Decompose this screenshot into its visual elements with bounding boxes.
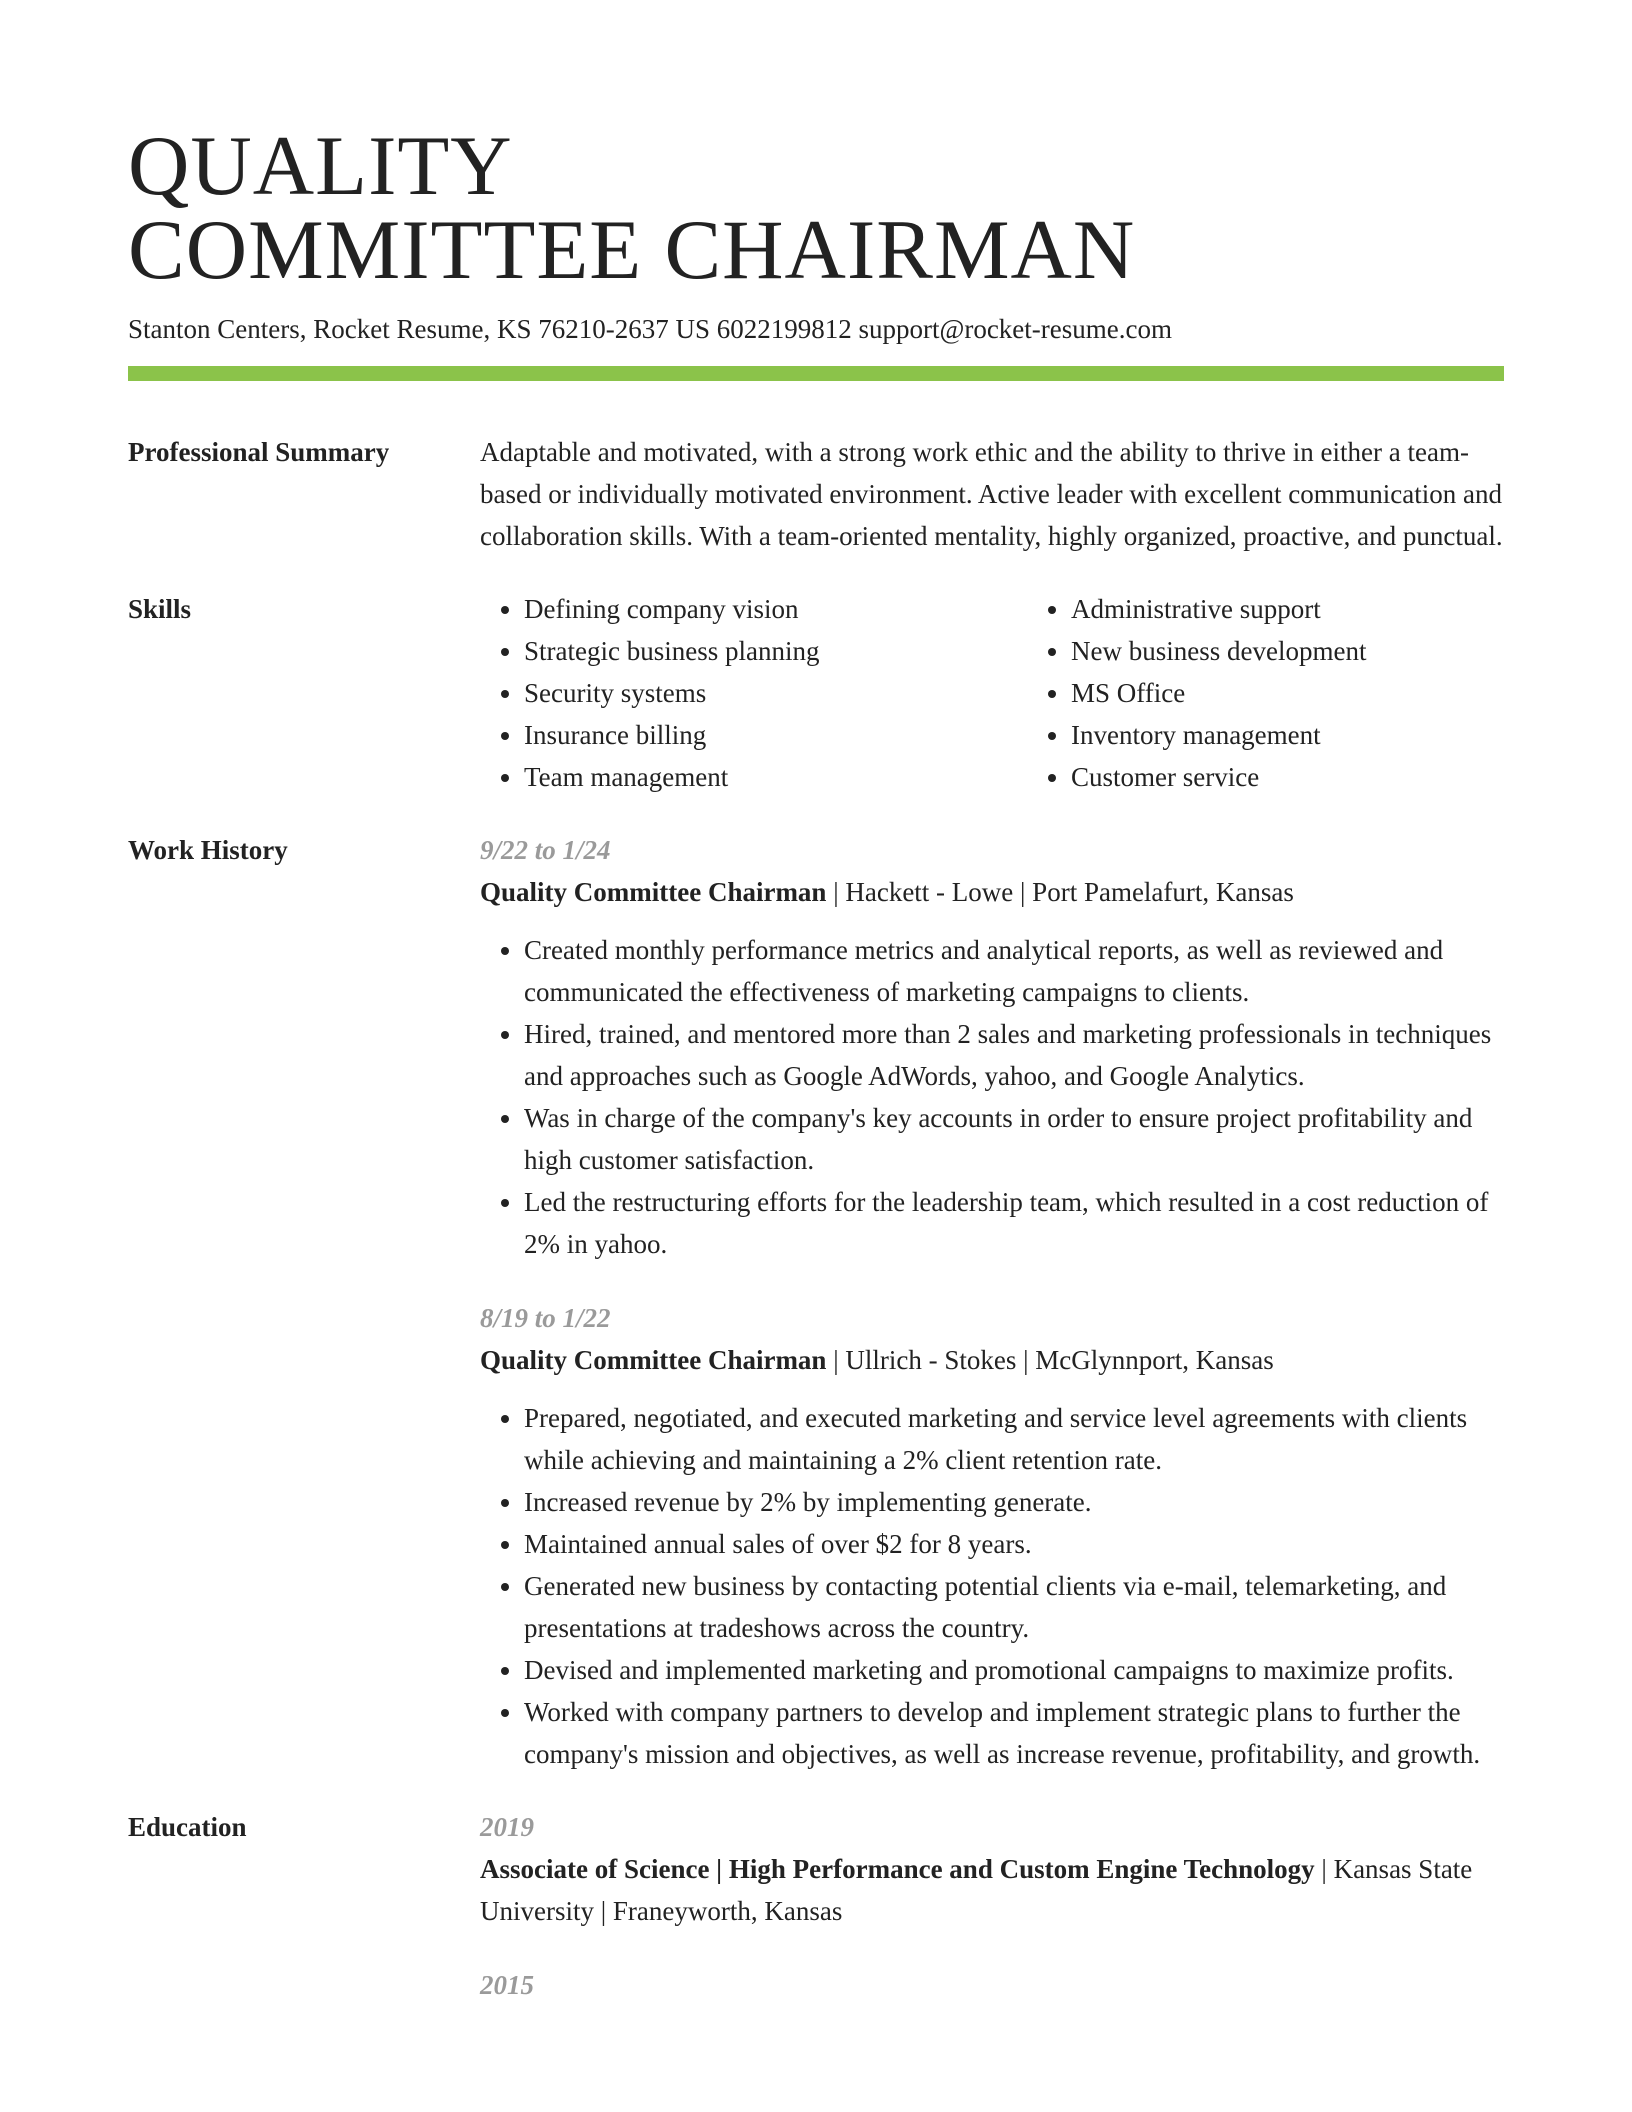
skill-item: • Administrative support [1071,588,1574,630]
job-bullet: • Increased revenue by 2% by implementing generate. [524,1481,1504,1523]
job-bullet: • Generated new business by contacting potential clients via e-mail, telemarketing, and presentations at tradeshows across the country. [524,1565,1504,1649]
skill-item: • Defining company vision [524,588,1027,630]
education-entry [480,1964,1504,2006]
job-entry [480,829,1504,1265]
job-bullet: • Devised and implemented marketing and promotional campaigns to maximize profits. [524,1649,1504,1691]
section-label-skills: Skills [128,594,192,624]
skills-grid [480,588,1574,798]
skill-item: • Strategic business planning [524,630,1027,672]
job-employer-location: | Hackett - Lowe | Port Pamelafurt, Kansas [826,877,1294,907]
job-role-line [480,871,1504,913]
skills-section [128,588,1504,798]
title-line-1: QUALITY [128,119,513,213]
job-employer-location: | Ullrich - Stokes | McGlynnport, Kansas [826,1345,1274,1375]
job-bullet: • Led the restructuring efforts for the leadership team, which resulted in a cost reduction of 2% in yahoo. [524,1181,1504,1265]
skill-item: • Security systems [524,672,1027,714]
resume-title [128,119,1504,297]
work-history-section [128,829,1504,1775]
work-history-body [480,829,1504,1775]
job-bullet: • Created monthly performance metrics and analytical reports, as well as reviewed and communicated the effectiveness of marketing campaigns to clients. [524,929,1504,1013]
job-bullets [480,929,1504,1265]
education-entry [480,1806,1504,1932]
education-section [128,1806,1504,2006]
education-school-location: | Kansas State University | Franeyworth, Kansas [480,1854,1473,1926]
skill-item: • Team management [524,756,1027,798]
education-body [480,1806,1504,2006]
job-dates: 8/19 to 1/22 [480,1303,611,1333]
skill-item: • Insurance billing [524,714,1027,756]
professional-summary-section [128,431,1504,557]
job-role-line [480,1339,1504,1381]
skill-item: • New business development [1071,630,1574,672]
job-bullet: • Was in charge of the company's key accounts in order to ensure project profitability and high customer satisfaction. [524,1097,1504,1181]
skill-item: • Inventory management [1071,714,1574,756]
education-date: 2019 [480,1812,534,1842]
education-date: 2015 [480,1970,534,2000]
job-bullet: • Worked with company partners to develop and implement strategic plans to further the company's mission and objectives, as well as increase revenue, profitability, and growth. [524,1691,1504,1775]
title-line-2: COMMITTEE CHAIRMAN [128,203,1136,297]
job-title: Quality Committee Chairman [480,1345,827,1375]
education-degree: Associate of Science | High Performance and Custom Engine Technology [480,1854,1315,1884]
section-label-education: Education [128,1812,247,1842]
section-label-work-history: Work History [128,835,288,865]
summary-text: Adaptable and motivated, with a strong work ethic and the ability to thrive in either a team-based or individually motivated environment. Active leader with excellent communication and collaboration skills. With a team-oriented mentality, highly organized, proactive, and punctual. [480,437,1503,551]
job-bullet: • Prepared, negotiated, and executed marketing and service level agreements with clients while achieving and maintaining a 2% client retention rate. [524,1397,1504,1481]
resume-page [128,119,1504,2006]
job-bullets [480,1397,1504,1775]
skill-item: • Customer service [1071,756,1574,798]
job-dates: 9/22 to 1/24 [480,835,611,865]
job-bullet: • Maintained annual sales of over $2 for 8 years. [524,1523,1504,1565]
skills-column-1 [480,588,1027,798]
accent-divider [128,366,1504,381]
job-title: Quality Committee Chairman [480,877,827,907]
skill-item: • MS Office [1071,672,1574,714]
education-line [480,1848,1504,1932]
job-bullet: • Hired, trained, and mentored more than 2 sales and marketing professionals in techniques and approaches such as Google AdWords, yahoo, and Google Analytics. [524,1013,1504,1097]
contact-info: Stanton Centers, Rocket Resume, KS 76210-2637 US 6022199812 support@rocket-resume.com [128,314,1172,344]
job-entry [480,1297,1504,1775]
skills-column-2 [1027,588,1574,798]
section-label-summary: Professional Summary [128,437,390,467]
